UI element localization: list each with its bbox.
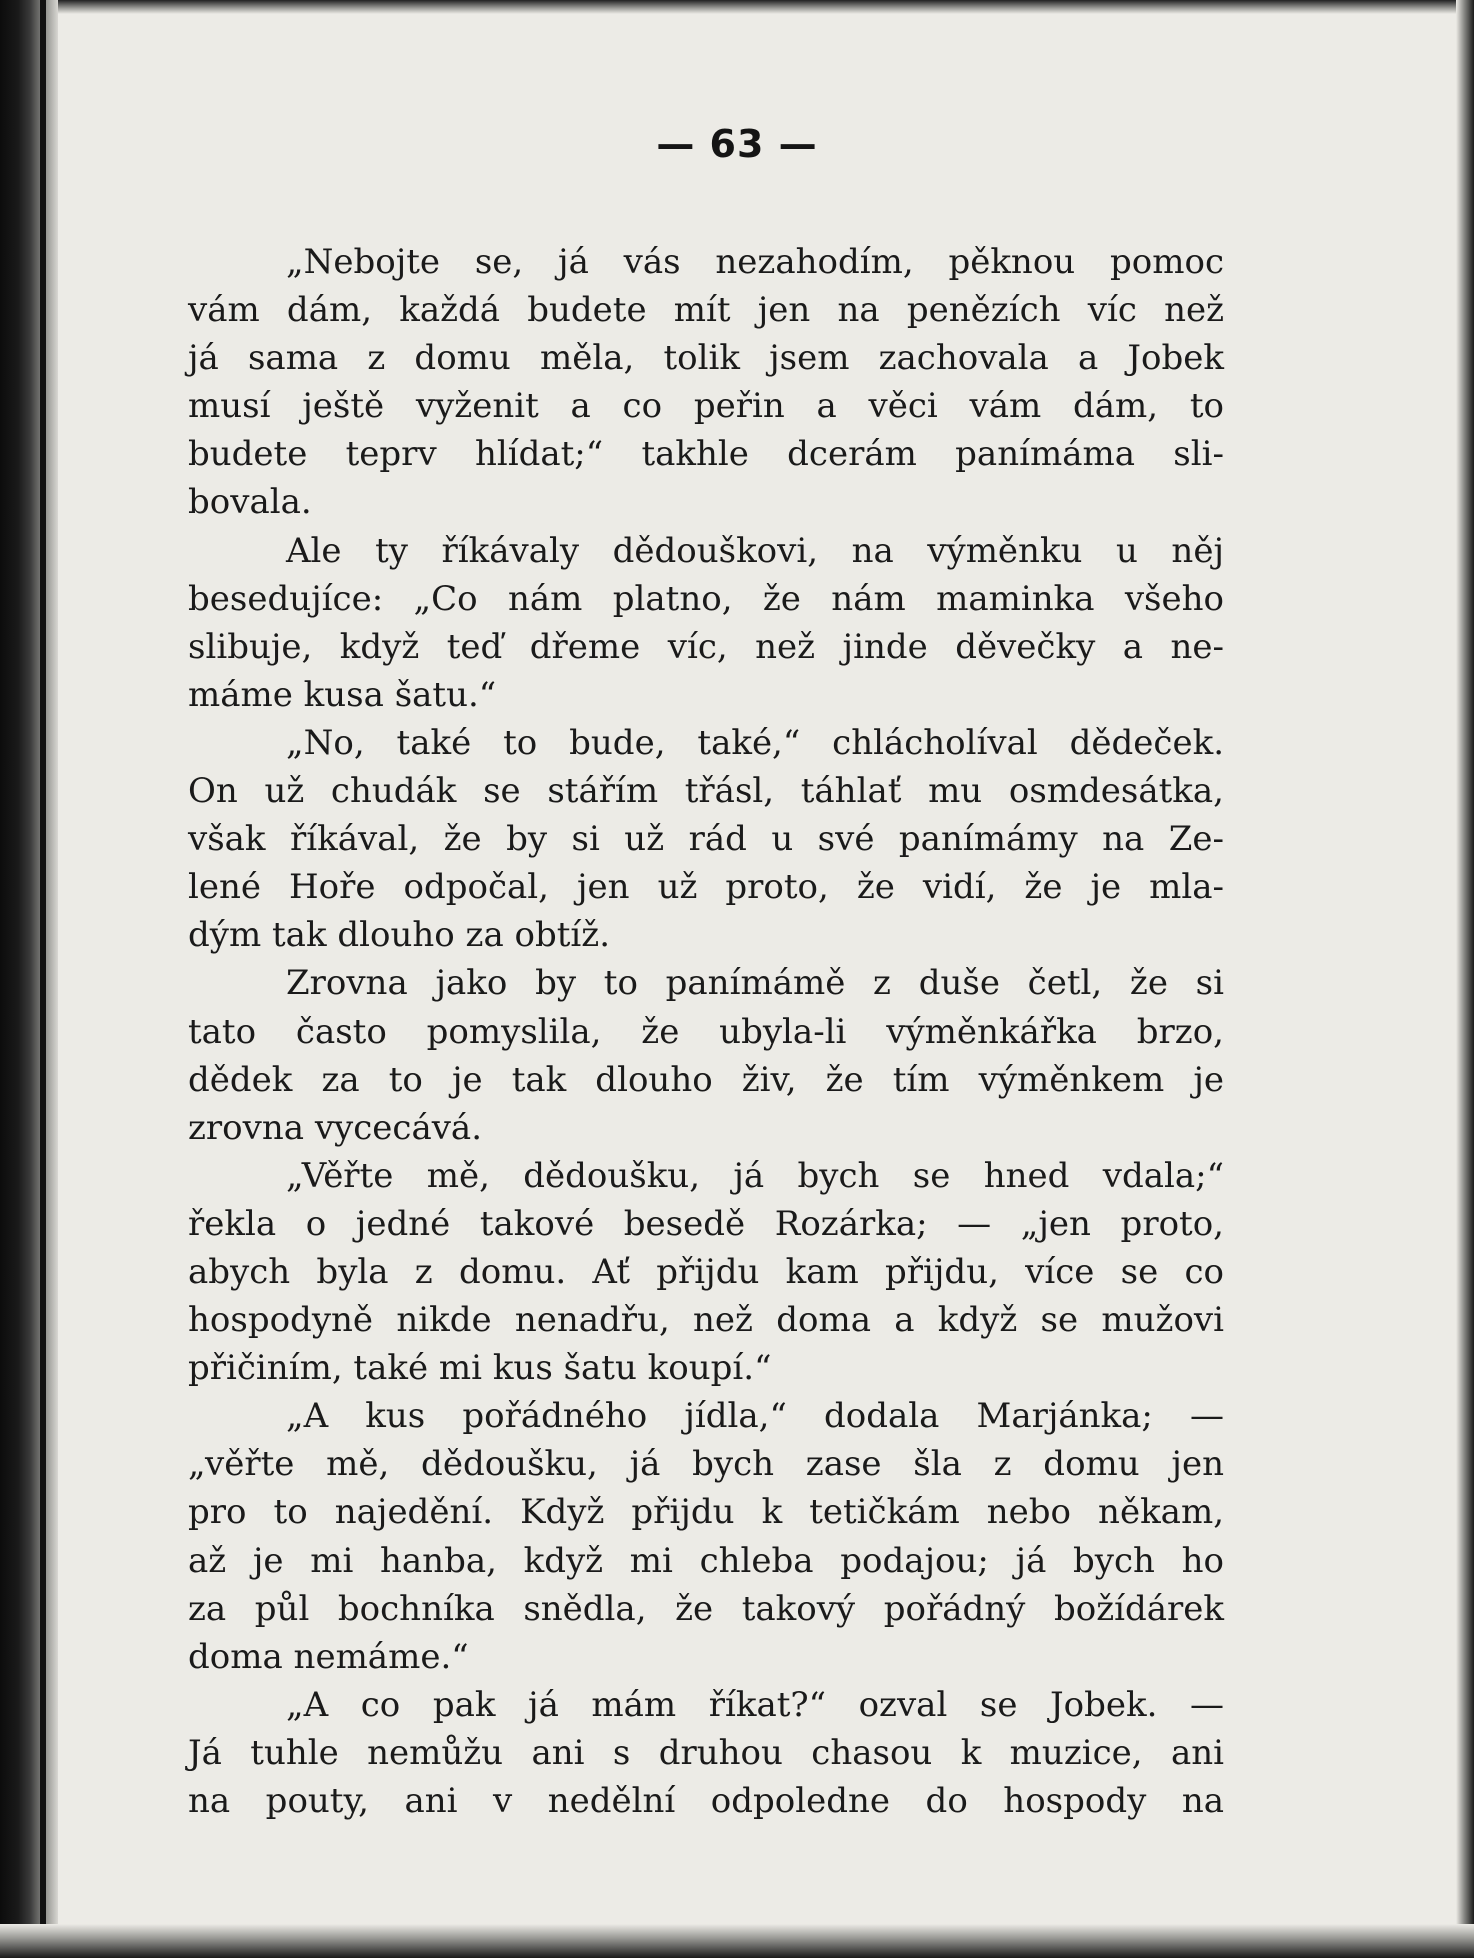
page-binding-edge <box>0 0 58 1958</box>
text-line: bovala. <box>188 482 312 523</box>
text-line: zrovna vycecává. <box>188 1107 482 1148</box>
text-line: Ale ty říkávaly dědouškovi, na výměnku u něj <box>286 530 1224 571</box>
text-line: abych byla z domu. Ať přijdu kam přijdu, více se co <box>188 1251 1224 1292</box>
text-line: doma nemáme.“ <box>188 1636 469 1677</box>
text-line: slibuje, když teď dřeme víc, než jinde děvečky a ne- <box>188 626 1224 667</box>
text-line: On už chudák se stářím třásl, táhlať mu osmdesátka, <box>188 771 1224 812</box>
text-line: za půl bochníka snědla, že takový pořádný božídárek <box>188 1588 1224 1629</box>
page-bottom-edge <box>0 1924 1474 1958</box>
text-line: pro to najedění. Když přijdu k tetičkám nebo někam, <box>188 1492 1224 1533</box>
text-line: tato často pomyslila, že ubyla-li výměnkářka brzo, <box>188 1011 1224 1052</box>
text-line: „Věřte mě, dědoušku, já bych se hned vdala;“ <box>286 1155 1224 1196</box>
text-line: přičiním, také mi kus šatu koupí.“ <box>188 1348 772 1389</box>
text-line: „A co pak já mám říkat?“ ozval se Jobek. — <box>286 1684 1224 1725</box>
text-line: budete teprv hlídat;“ takhle dcerám panímáma sli- <box>188 434 1224 475</box>
text-line: vám dám, každá budete mít jen na penězích víc než <box>188 290 1224 331</box>
body-text <box>188 238 1224 1825</box>
text-line: na pouty, ani v nedělní odpoledne do hospody na <box>188 1781 1224 1821</box>
text-line: musí ještě vyženit a co peřin a věci vám dám, to <box>188 386 1224 427</box>
text-line: „No, také to bude, také,“ chlácholíval dědeček. <box>286 722 1224 763</box>
text-line: besedujíce: „Co nám platno, že nám maminka všeho <box>188 578 1224 619</box>
text-line: „Nebojte se, já vás nezahodím, pěknou pomoc <box>286 242 1224 282</box>
text-line: Zrovna jako by to panímámě z duše četl, že si <box>286 963 1224 1004</box>
text-line: Já tuhle nemůžu ani s druhou chasou k muzice, ani <box>188 1732 1224 1773</box>
page-number: — 63 — <box>656 122 818 166</box>
text-line: já sama z domu měla, tolik jsem zachovala a Jobek <box>188 338 1224 379</box>
text-line: máme kusa šatu.“ <box>188 674 497 715</box>
text-line: hospodyně nikde nenadřu, než doma a když se mužovi <box>188 1300 1224 1341</box>
text-line: „A kus pořádného jídla,“ dodala Marjánka; — <box>286 1396 1224 1437</box>
text-line: dědek za to je tak dlouho živ, že tím výměnkem je <box>188 1059 1224 1100</box>
text-line: řekla o jedné takové besedě Rozárka; — „jen proto, <box>188 1203 1224 1244</box>
text-line: až je mi hanba, když mi chleba podajou; já bych ho <box>188 1540 1224 1581</box>
page-right-edge <box>1456 0 1474 1958</box>
text-line: dým tak dlouho za obtíž. <box>188 915 611 956</box>
text-line: však říkával, že by si už rád u své panímámy na Ze- <box>188 819 1224 860</box>
text-line: lené Hoře odpočal, jen už proto, že vidí, že je mla- <box>188 867 1224 908</box>
page-binding-line <box>40 0 46 1958</box>
page-top-edge <box>0 0 1474 14</box>
text-line: „věřte mě, dědoušku, já bych zase šla z domu jen <box>188 1444 1224 1485</box>
